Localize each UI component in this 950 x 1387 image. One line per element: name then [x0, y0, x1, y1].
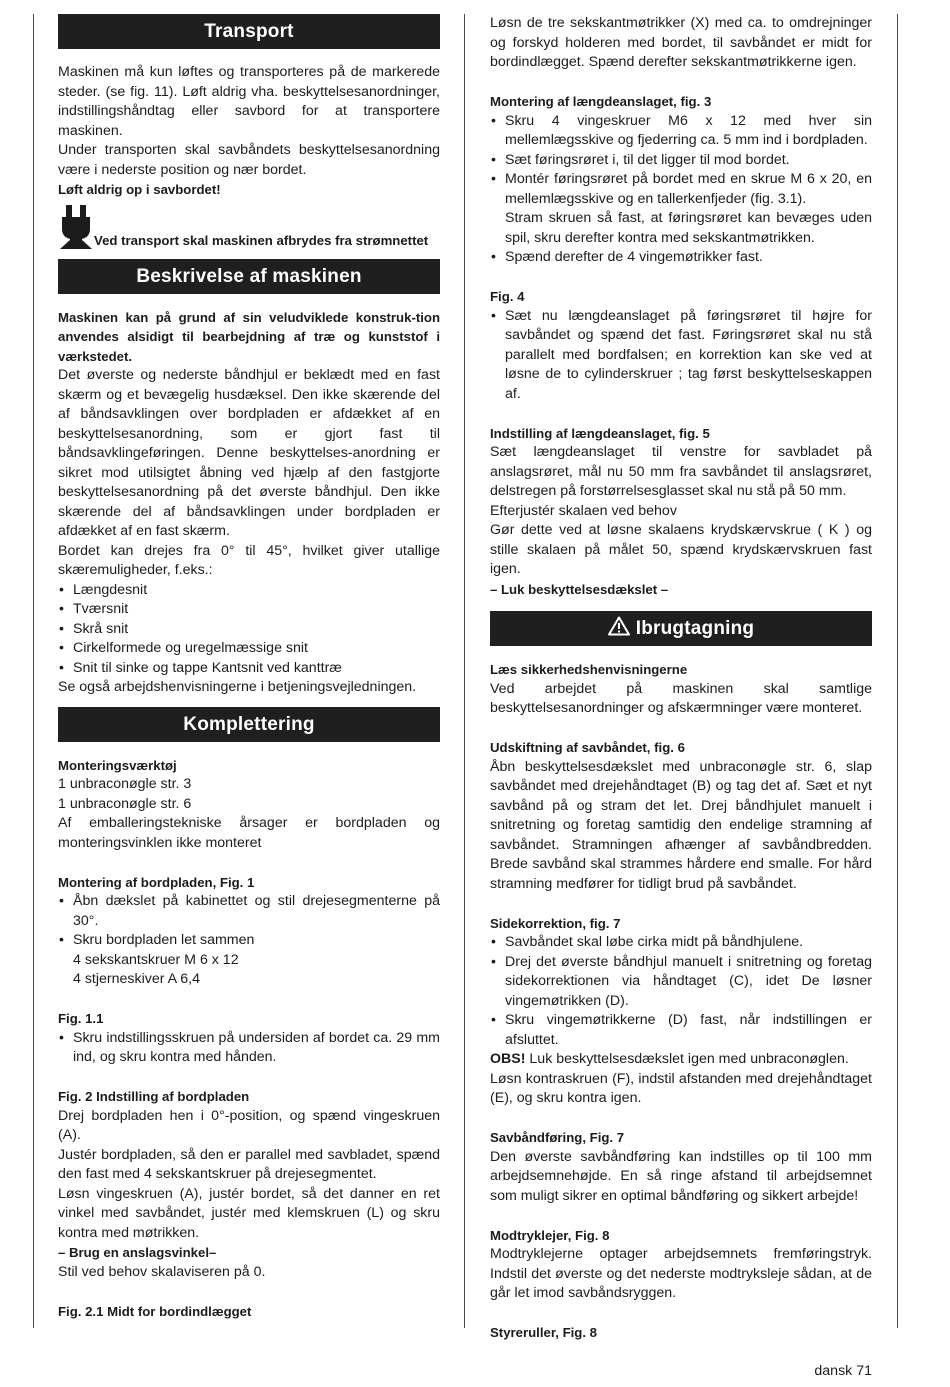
- list-item: • Drej det øverste båndhjul manuelt i snitretning og foretag sidekorrektionen via håndtaget (C), idet De løsner vingemøtrikken (D).: [490, 953, 872, 1012]
- list-item: • Sæt nu længdeanslaget på føringsrøret til højre for savbåndet og spænd det fast. Føringsrøret skal nu stå parallelt med bordfalsen; en korrektion kan ske ved at løsne de to cylinderskruer ; tag først beskyttelseskappen af.: [490, 307, 872, 405]
- list-item: • Skru bordpladen let sammen: [58, 931, 440, 951]
- fig-3-item-3-continuation: Stram skruen så fast, at føringsrøret kan bevæges uden spil, skru derefter kontra med sekskantmøtrikken.: [505, 210, 872, 246]
- tool-1: 1 unbraconøgle str. 3: [58, 776, 192, 792]
- fig-5-paragraph-1: Sæt længdeanslaget til venstre for savbladet på anslagsrøret, mål nu 50 mm fra savbåndet til anslagsrøret, delstregen på forstørrelsesglasset skal nu stå på 50 mm.: [490, 444, 872, 499]
- fig-7-paragraph-2: Løsn kontraskruen (F), indstil afstanden med drejehåndtaget (E), og skru kontra igen.: [490, 1070, 872, 1106]
- fig-3-title: Montering af længdeanslaget, fig. 3: [490, 94, 712, 109]
- fig-6-text: Åbn beskyttelsesdækslet med unbraconøgle str. 6, slap savbåndet med drejehåndtaget (B) og tag det af. Sæt et nyt savbånd på og stram det let. Drej båndhjulet manuelt i snitretning og foretag samtidig den endelige stramning af savbåndet. Stramningen afhænger af savbåndbredden. Brede savbånd skal strammes hårdere end smalle. For hård stramning medfører for tidligt brud på savbåndet.: [490, 758, 872, 892]
- fig-2-paragraph-1: Drej bordpladen hen i 0°-position, og spænd vingeskruen (A).: [58, 1107, 440, 1143]
- mounting-list: [58, 892, 440, 951]
- list-item: • Snit til sinke og tappe Kantsnit ved kanttræ: [58, 659, 440, 679]
- transport-paragraph-1: Maskinen må kun løftes og transporteres på de markerede steder. (se fig. 11). Løft aldrig vha. beskyttelsesanordninger, indstillingshåndtag eller savbord for at transportere maskinen.: [58, 64, 440, 139]
- beskrivelse-paragraph-3: Se også arbejdshenvisningerne i betjeningsvejledningen.: [58, 679, 417, 695]
- fig-2-1-title: Fig. 2.1 Midt for bordindlægget: [58, 1303, 252, 1319]
- fig-6-title: Udskiftning af savbåndet, fig. 6: [490, 740, 685, 755]
- fig-1-1-list: [58, 1029, 440, 1068]
- tools-title: Monteringsværktøj: [58, 757, 177, 773]
- list-item: • Cirkelformede og uregelmæssige snit: [58, 639, 440, 659]
- list-item: • Skru vingemøtrikkerne (D) fast, når indstillingen er afsluttet.: [490, 1011, 872, 1050]
- list-item: • Montér føringsrøret på bordet med en skrue M 6 x 20, en mellemlægsskive og en tallerkenfjeder (fig. 3.1).: [490, 170, 872, 209]
- fig-5-close-note: – Luk beskyttelsesdækslet –: [490, 581, 669, 597]
- modtryklejer-text: Modtryklejerne optager arbejdsemnets fremføringstryk. Indstil det øverste og det nederste modtryksleje sådan, at de går let imod savbåndsryggen.: [490, 1246, 872, 1301]
- fig-5-paragraph-3: Gør dette ved at løsne skalaens krydskærvskrue ( K ) og stille skalaen på målet 50, spænd krydskærvskruen fast igen.: [490, 522, 872, 577]
- fig-2-paragraph-3: Løsn vingeskruen (A), justér bordet, så det danner en ret vinkel med savbåndet, justér med klemskruen (L) og skru kontra med møtrikken.: [58, 1185, 440, 1241]
- safety-text: Ved arbejdet på maskinen skal samtlige beskyttelsesanordninger og afskærmninger være monteret.: [490, 680, 872, 716]
- list-item: • Skrå snit: [58, 620, 440, 640]
- unplug-icon: [58, 203, 94, 251]
- ibrugtagning-heading-text: Ibrugtagning: [635, 618, 755, 639]
- fig-3-list: [490, 112, 872, 210]
- list-item: • Skru 4 vingeskruer M6 x 12 med hver sin mellemlægsskive og fjederring ca. 5 mm ind i bordpladen.: [490, 112, 872, 151]
- fig-4-title: Fig. 4: [490, 289, 525, 304]
- fig-7-list: [490, 933, 872, 1050]
- fig-2-paragraph-2: Justér bordpladen, så den er parallel med savbladet, spænd den fast med 4 sekskantskruer på drejesegmentet.: [58, 1146, 440, 1182]
- list-item: • Længdesnit: [58, 581, 440, 601]
- list-item: • Åbn dækslet på kabinettet og stil drejesegmenterne på 30°.: [58, 892, 440, 931]
- right-column: [490, 14, 872, 1343]
- page-footer: dansk 71: [814, 1363, 872, 1379]
- fig-1-1-title: Fig. 1.1: [58, 1011, 104, 1026]
- section-heading-transport: Transport: [58, 14, 440, 49]
- mounting-sub-2: 4 stjerneskiver A 6,4: [73, 971, 200, 987]
- list-item: • Sæt føringsrøret i, til det ligger til mod bordet.: [490, 151, 872, 171]
- beskrivelse-paragraph-1: Det øverste og nederste båndhjul er beklædt med en fast skærm og et bevægelig husdæksel. Den ikke skærende del af båndsavklingen over bordpladen er afdækket af en beskyttelsesanordning, som er gjort fast til båndsavklingeføringen. Denne beskyttelses-anordning er sikret mod utilsigtet åbning ved hjælp af den fastgjorte beskyttelsesanordning på det øverste båndhjul. Den ikke skærende del af båndsavklingen under bordpladen er afdækket af en fast skærm.: [58, 367, 440, 539]
- anslag-text: Stil ved behov skalaviseren på 0.: [58, 1263, 266, 1280]
- tool-2: 1 unbraconøgle str. 6: [58, 795, 192, 812]
- anslag-title: – Brug en anslagsvinkel–: [58, 1245, 217, 1260]
- obs-label: OBS!: [490, 1051, 526, 1067]
- mounting-sub-1: 4 sekskantskruer M 6 x 12: [73, 951, 239, 968]
- fig-5-paragraph-2: Efterjustér skalaen ved behov: [490, 502, 677, 519]
- safety-title: Læs sikkerhedshenvisningerne: [490, 662, 688, 677]
- savbandforing-title: Savbåndføring, Fig. 7: [490, 1130, 625, 1145]
- right-margin-rule: [897, 14, 898, 1328]
- section-heading-beskrivelse: Beskrivelse af maskinen: [58, 259, 440, 294]
- left-column: [58, 14, 440, 1321]
- transport-warning: Løft aldrig op i savbordet!: [58, 182, 221, 197]
- modtryklejer-title: Modtryklejer, Fig. 8: [490, 1227, 610, 1243]
- cut-types-list: [58, 581, 440, 679]
- beskrivelse-paragraph-2: Bordet kan drejes fra 0° til 45°, hvilket giver utallige skæremuligheder, f.eks.:: [58, 542, 440, 578]
- unplug-notice-text: Ved transport skal maskinen afbrydes fra strømnettet: [94, 232, 429, 248]
- beskrivelse-intro: Maskinen kan på grund af sin veludviklede konstruk-tion anvendes alsidigt til bearbejdning af træ og kunststof i værkstedet.: [58, 309, 440, 364]
- mounting-title: Montering af bordpladen, Fig. 1: [58, 874, 255, 890]
- fig-4-list: [490, 307, 872, 405]
- fig-7-title: Sidekorrektion, fig. 7: [490, 915, 621, 931]
- fig-5-title: Indstilling af længdeanslaget, fig. 5: [490, 425, 710, 441]
- fig-3-list-end: [490, 248, 872, 268]
- right-top-paragraph: Løsn de tre sekskantmøtrikker (X) med ca. to omdrejninger og forskyd holderen med bordet, til savbåndet er midt for bordindlægget. Spænd derefter sekskantmøtrikkerne igen.: [490, 15, 872, 70]
- styreruller-title: Styreruller, Fig. 8: [490, 1325, 598, 1340]
- savbandforing-text: Den øverste savbåndføring kan indstilles op til 100 mm arbejdsemnehøjde. En så ringe afstand til arbejdsemnet som muligt sikrer en optimal båndføring og sikkert arbejde!: [490, 1148, 872, 1204]
- fig-2-title: Fig. 2 Indstilling af bordpladen: [58, 1089, 250, 1104]
- list-item: • Tværsnit: [58, 600, 440, 620]
- obs-note: [490, 1050, 872, 1070]
- unplug-notice: [58, 203, 440, 251]
- list-item: • Savbåndet skal løbe cirka midt på båndhjulene.: [490, 933, 872, 953]
- left-margin-rule: [33, 14, 34, 1328]
- warning-triangle-icon: [608, 616, 630, 636]
- center-column-rule: [464, 14, 465, 1328]
- obs-text: Luk beskyttelsesdækslet igen med unbraconøglen.: [525, 1051, 849, 1067]
- section-heading-komplettering: Komplettering: [58, 707, 440, 742]
- section-heading-ibrugtagning: [490, 611, 872, 646]
- transport-paragraph-2: Under transporten skal savbåndets beskyttelsesanordning være i nederste position og nær bordet.: [58, 142, 440, 178]
- tools-note: Af emballeringstekniske årsager er bordpladen og monteringsvinklen ikke monteret: [58, 815, 440, 851]
- list-item: • Spænd derefter de 4 vingemøtrikker fast.: [490, 248, 872, 268]
- list-item: • Skru indstillingsskruen på undersiden af bordet ca. 29 mm ind, og skru kontra med hånden.: [58, 1029, 440, 1068]
